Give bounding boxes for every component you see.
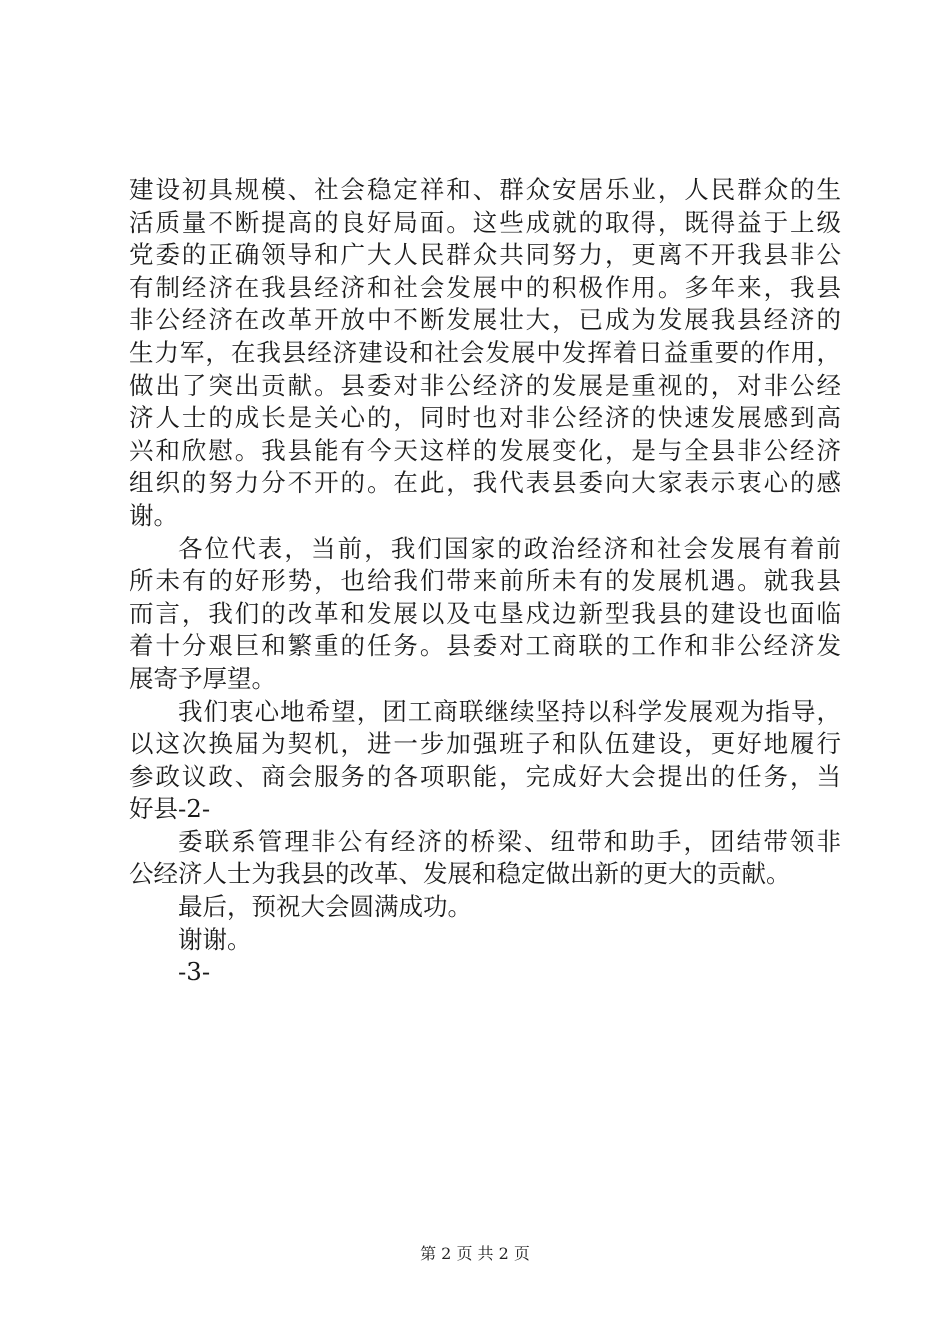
text-line: 兴和欣慰。我县能有今天这样的发展变化，是与全县非公经济 — [129, 435, 841, 465]
text-line: 好县-2- — [129, 794, 211, 824]
text-line: 有制经济在我县经济和社会发展中的积极作用。多年来，我县 — [129, 272, 841, 302]
text-line: 而言，我们的改革和发展以及屯垦戍边新型我县的建设也面临 — [129, 598, 841, 628]
text-line: 生力军，在我县经济建设和社会发展中发挥着日益重要的作用， — [129, 337, 841, 367]
text-line: 展寄予厚望。 — [129, 663, 276, 693]
page-footer — [0, 1244, 950, 1264]
text-line: 以这次换届为契机，进一步加强班子和队伍建设，更好地履行 — [129, 729, 841, 759]
text-line: 谢谢。 — [178, 924, 252, 954]
text-line: 委联系管理非公有经济的桥梁、纽带和助手，团结带领非 — [178, 826, 841, 856]
document-body — [129, 174, 841, 989]
text-line: 着十分艰巨和繁重的任务。县委对工商联的工作和非公经济发 — [129, 631, 841, 661]
text-line: 组织的努力分不开的。在此，我代表县委向大家表示衷心的感 — [129, 468, 841, 498]
text-line: 参政议政、商会服务的各项职能，完成好大会提出的任务，当 — [129, 761, 841, 791]
text-line: 活质量不断提高的良好局面。这些成就的取得，既得益于上级 — [129, 207, 841, 237]
text-line: 公经济人士为我县的改革、发展和稳定做出新的更大的贡献。 — [129, 859, 791, 889]
text-line: 各位代表，当前，我们国家的政治经济和社会发展有着前 — [178, 533, 841, 563]
text-line: 所未有的好形势，也给我们带来前所未有的发展机遇。就我县 — [129, 566, 841, 596]
text-line: 非公经济在改革开放中不断发展壮大，已成为发展我县经济的 — [129, 305, 841, 335]
text-line: 做出了突出贡献。县委对非公经济的发展是重视的，对非公经 — [129, 370, 841, 400]
page-marker: -3- — [178, 957, 211, 987]
text-line: 济人士的成长是关心的，同时也对非公经济的快速发展感到高 — [129, 403, 841, 433]
text-line: 谢。 — [129, 500, 178, 530]
text-line: 我们衷心地希望，团工商联继续坚持以科学发展观为指导， — [178, 696, 841, 726]
page-indicator: 第 2 页 共 2 页 — [420, 1244, 530, 1263]
text-line: 最后，预祝大会圆满成功。 — [178, 892, 472, 922]
text-line: 党委的正确领导和广大人民群众共同努力，更离不开我县非公 — [129, 240, 841, 270]
text-line: 建设初具规模、社会稳定祥和、群众安居乐业，人民群众的生 — [129, 175, 841, 204]
